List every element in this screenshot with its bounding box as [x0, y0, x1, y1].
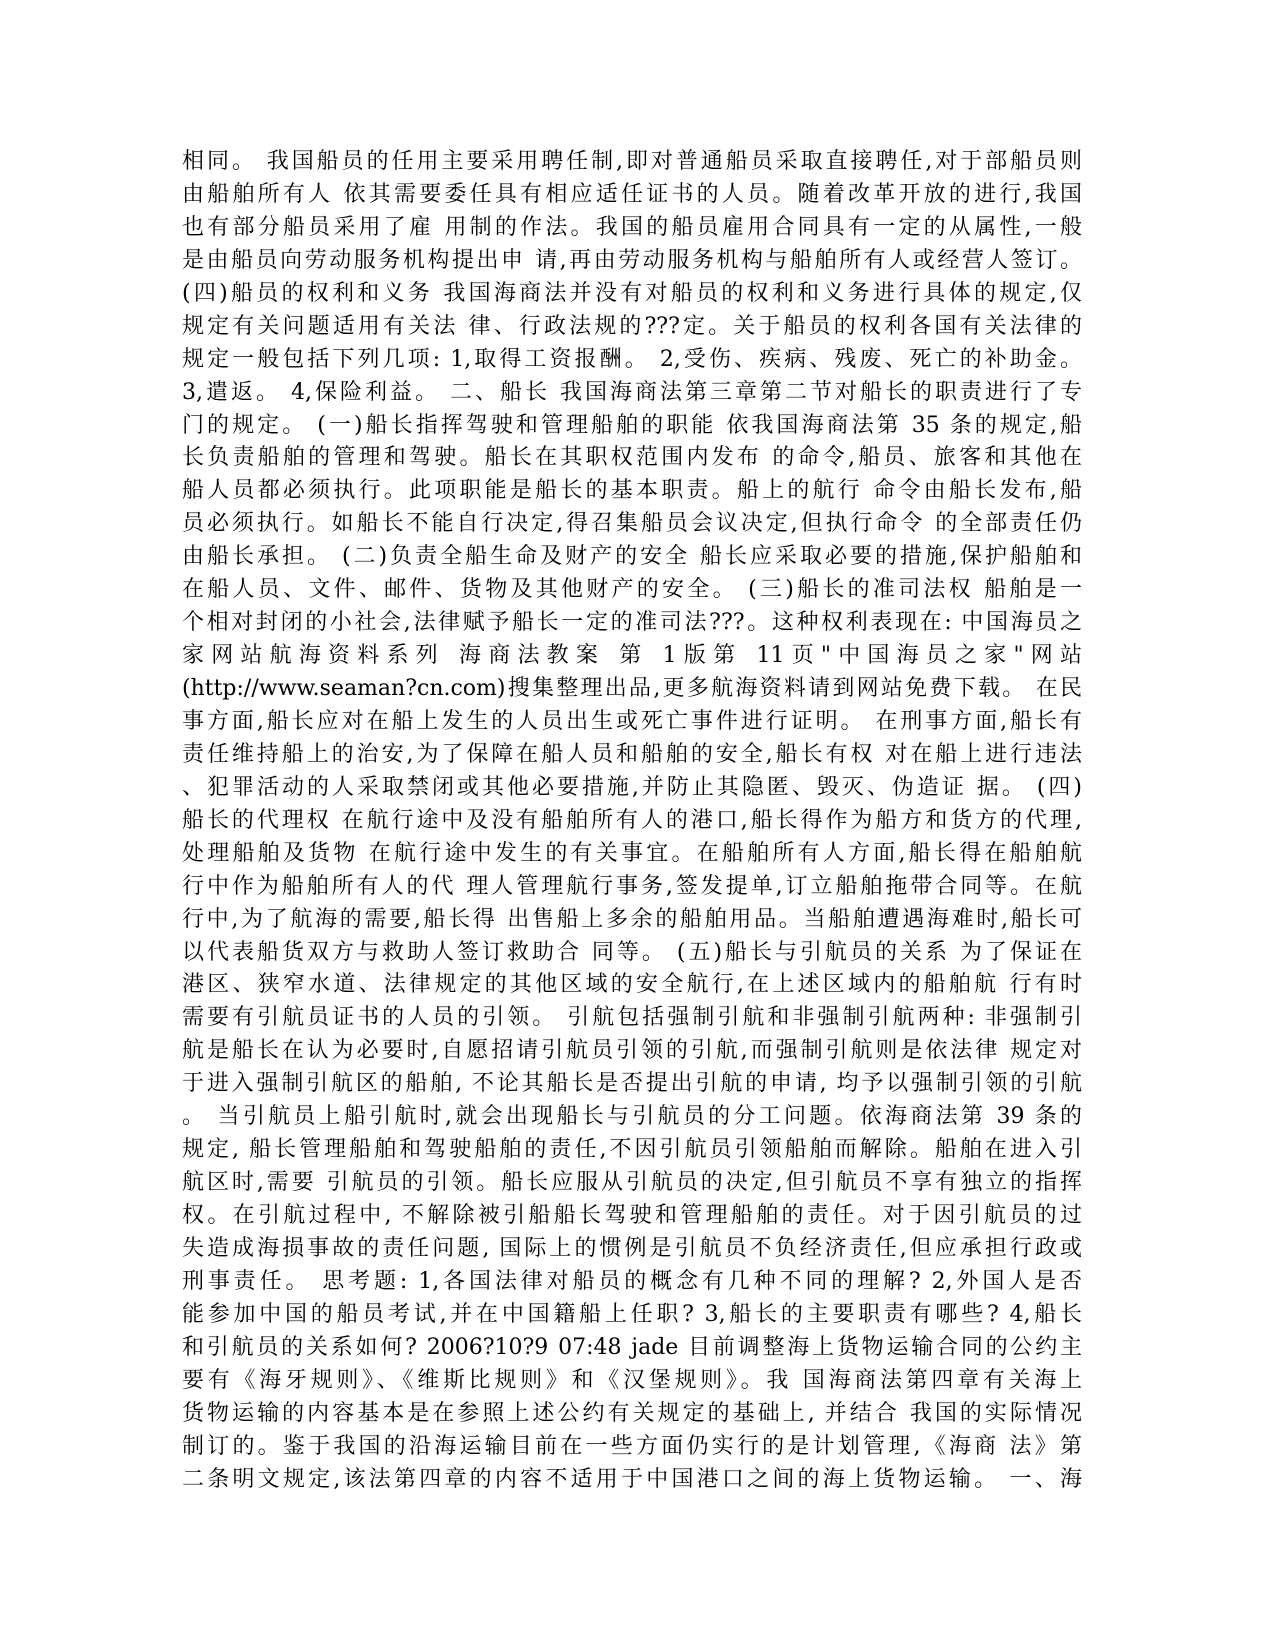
text-line: 权。在引航过程中, 不解除被引船船长驾驶和管理船舶的责任。对于因引航员的过: [182, 1203, 1082, 1228]
text-line: 规定一般包括下列几项: 1,取得工资报酬。 2,受伤、疾病、残废、死亡的补助金。: [182, 346, 1082, 372]
text-line: 需要有引航员证书的人员的引领。 引航包括强制引航和非强制引航两种: 非强制引: [182, 1005, 1082, 1031]
text-line: 和引航员的关系如何? 2006?10?9 07:48 jade 目前调整海上货物运输合同的公约主: [182, 1334, 1082, 1360]
text-line: 以代表船货双方与救助人签订救助合 同等。 (五)船长与引航员的关系 为了保证在: [182, 939, 1082, 965]
text-line: 船长的代理权 在航行途中及没有船舶所有人的港口,船长得作为船方和货方的代理,: [182, 807, 1082, 833]
text-line: 是由船员向劳动服务机构提出申 请,再由劳动服务机构与船舶所有人或经营人签订。: [182, 247, 1082, 273]
text-line: 事方面,船长应对在船上发生的人员出生或死亡事件进行证明。 在刑事方面,船长有: [182, 708, 1082, 734]
text-line: 责任维持船上的治安,为了保障在船人员和船舶的安全,船长有权 对在船上进行违法: [182, 741, 1082, 767]
text-line: 个相对封闭的小社会,法律赋予船长一定的准司法???。这种权利表现在: 中国海员之: [182, 610, 1082, 636]
text-line: 3,遣返。 4,保险利益。 二、船长 我国海商法第三章第二节对船长的职责进行了专: [182, 379, 1082, 405]
text-line: 船人员都必须执行。此项职能是船长的基本职责。船上的航行 命令由船长发布,船: [182, 478, 1082, 504]
text-line: 航区时,需要 引航员的引领。船长应服从引航员的决定,但引航员不享有独立的指挥: [182, 1170, 1082, 1196]
text-line: 刑事责任。 思考题: 1,各国法律对船员的概念有几种不同的理解? 2,外国人是否: [182, 1268, 1082, 1294]
text-line: (四)船员的权利和义务 我国海商法并没有对船员的权利和义务进行具体的规定,仅: [182, 280, 1082, 306]
text-line: 在船人员、文件、邮件、货物及其他财产的安全。 (三)船长的准司法权 船舶是一: [182, 577, 1082, 603]
text-line: 门的规定。 (一)船长指挥驾驶和管理船舶的职能 依我国海商法第 35 条的规定,船: [182, 412, 1082, 438]
text-line: 行中作为船舶所有人的代 理人管理航行事务,签发提单,订立船舶拖带合同等。在航: [182, 873, 1082, 899]
text-line: 二条明文规定,该法第四章的内容不适用于中国港口之间的海上货物运输。 一、海: [182, 1466, 1082, 1492]
text-line: 家网站航海资料系列 海商法教案 第 1版第 11页"中国海员之家"网站: [182, 643, 1082, 669]
text-line: (http://www.seaman?cn.com)搜集整理出品,更多航海资料请到网站免费下载。 在民: [182, 676, 1082, 701]
text-line: 能参加中国的船员考试,并在中国籍船上任职? 3,船长的主要职责有哪些? 4,船长: [182, 1301, 1082, 1327]
text-line: 行中,为了航海的需要,船长得 出售船上多余的船舶用品。当船舶遭遇海难时,船长可: [182, 906, 1082, 932]
text-line: 于进入强制引航区的船舶, 不论其船长是否提出引航的申请, 均予以强制引领的引航: [182, 1071, 1082, 1097]
text-line: 由船长承担。 (二)负责全船生命及财产的安全 船长应采取必要的措施,保护船舶和: [182, 544, 1082, 570]
text-line: 。 当引航员上船引航时,就会出现船长与引航员的分工问题。依海商法第 39 条的: [182, 1104, 1082, 1130]
text-line: 航是船长在认为必要时,自愿招请引航员引领的引航,而强制引航则是依法律 规定对: [182, 1038, 1082, 1064]
text-line: 货物运输的内容基本是在参照上述公约有关规定的基础上, 并结合 我国的实际情况: [182, 1400, 1082, 1426]
text-line: 也有部分船员采用了雇 用制的作法。我国的船员雇用合同具有一定的从属性,一般: [182, 214, 1082, 240]
text-line: 长负责船舶的管理和驾驶。船长在其职权范围内发布 的命令,船员、旅客和其他在: [182, 445, 1082, 471]
text-line: 员必须执行。如船长不能自行决定,得召集船员会议决定,但执行命令 的全部责任仍: [182, 511, 1082, 537]
text-line: 处理船舶及货物 在航行途中发生的有关事宜。在船舶所有人方面,船长得在船舶航: [182, 840, 1082, 866]
text-line: 规定, 船长管理船舶和驾驶船舶的责任,不因引航员引领船舶而解除。船舶在进入引: [182, 1137, 1082, 1163]
text-line: 规定有关问题适用有关法 律、行政法规的???定。关于船员的权利各国有关法律的: [182, 313, 1082, 339]
text-line: 由船舶所有人 依其需要委任具有相应适任证书的人员。随着改革开放的进行,我国: [182, 181, 1082, 207]
text-line: 制订的。鉴于我国的沿海运输目前在一些方面仍实行的是计划管理,《海商 法》第: [182, 1433, 1082, 1459]
text-line: 相同。 我国船员的任用主要采用聘任制,即对普通船员采取直接聘任,对于部船员则: [182, 149, 1082, 174]
text-line: 、犯罪活动的人采取禁闭或其他必要措施,并防止其隐匿、毁灭、伪造证 据。 (四): [182, 774, 1082, 800]
body-text: [182, 146, 1082, 1496]
text-line: 要有《海牙规则》、《维斯比规则》和《汉堡规则》。我 国海商法第四章有关海上: [182, 1367, 1082, 1393]
text-line: 港区、狭窄水道、法律规定的其他区域的安全航行,在上述区域内的船舶航 行有时: [182, 972, 1082, 998]
text-line: 失造成海损事故的责任问题, 国际上的惯例是引航员不负经济责任,但应承担行政或: [182, 1235, 1082, 1261]
